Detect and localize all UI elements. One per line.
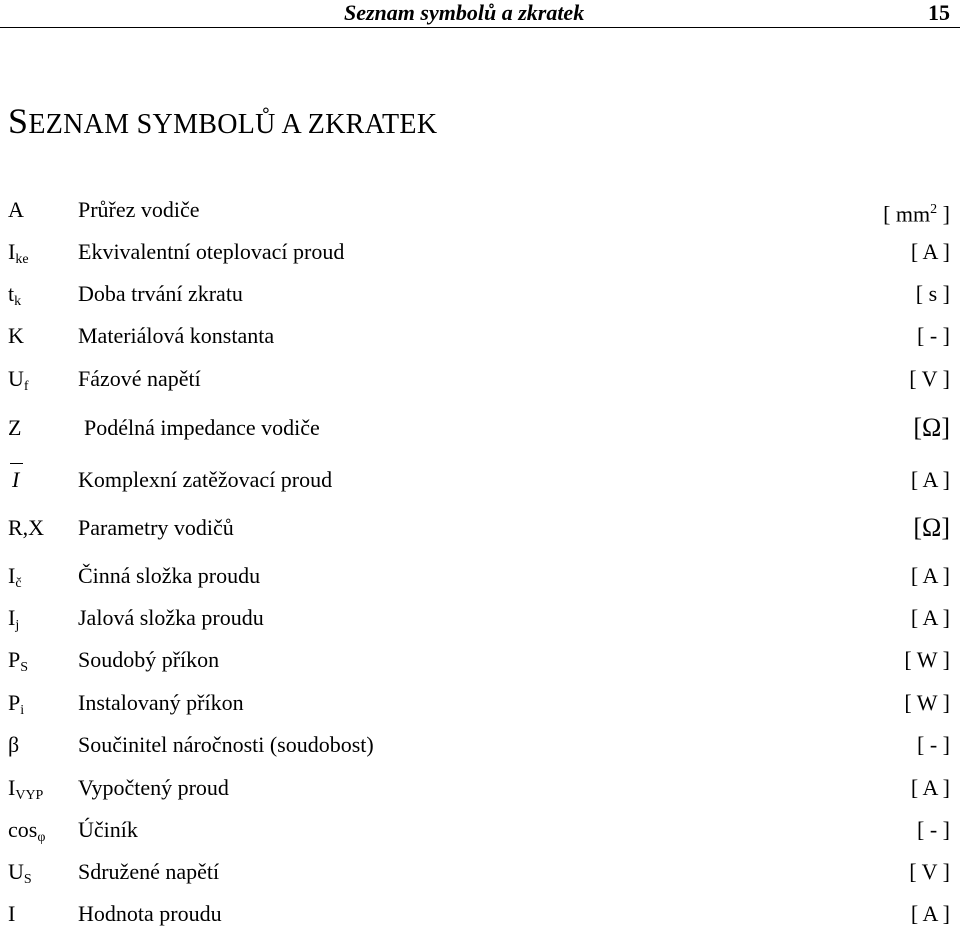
- symbol-row: [0, 413, 960, 443]
- symbol-description: Jalová složka proudu: [78, 605, 264, 630]
- symbol: $I_{ke}$: [8, 239, 29, 267]
- symbol-description: Součinitel náročnosti (soudobost): [78, 732, 374, 757]
- symbol-row: [0, 465, 960, 495]
- symbol-unit: [ W ]: [904, 690, 950, 715]
- symbol: $I_{VYP}$: [8, 775, 44, 803]
- page-number: 15: [928, 0, 950, 25]
- symbol-unit: [ - ]: [917, 817, 950, 842]
- symbol: A: [8, 197, 24, 222]
- symbol: K: [8, 323, 24, 348]
- symbol-row: [0, 603, 960, 633]
- symbol-unit: [ - ]: [917, 323, 950, 348]
- symbol-unit: [ W ]: [904, 647, 950, 672]
- section-title: [8, 100, 437, 142]
- symbol-row: [0, 364, 960, 394]
- symbol-unit: [ A ]: [910, 467, 950, 492]
- symbol: Z: [8, 415, 22, 440]
- symbol-unit: [ V ]: [909, 859, 950, 884]
- symbol-row: [0, 815, 960, 845]
- symbol-description: Doba trvání zkratu: [78, 281, 243, 306]
- symbol-row: [0, 688, 960, 718]
- header-title: Seznam symbolů a zkratek: [344, 0, 585, 25]
- symbol-description: Hodnota proudu: [78, 901, 222, 926]
- symbol-unit: [ $mm^2$ ]: [883, 201, 950, 227]
- symbol-unit: [ A ]: [910, 901, 950, 926]
- symbol: $U_S$: [8, 859, 32, 887]
- section-title-cap: S: [8, 101, 29, 141]
- symbol-row: [0, 237, 960, 267]
- symbol: β: [8, 732, 20, 757]
- symbol-row: [0, 857, 960, 887]
- symbol-unit: [ A ]: [910, 775, 950, 800]
- symbol-description: Vypočtený proud: [78, 775, 229, 800]
- symbol-row: [0, 561, 960, 591]
- symbol-unit: [ V ]: [909, 366, 950, 391]
- page-header: [0, 0, 960, 28]
- symbol-row: [0, 195, 960, 225]
- symbol-description: Ekvivalentní oteplovací proud: [78, 239, 345, 264]
- section-title-rest: EZNAM SYMBOLŮ A ZKRATEK: [28, 109, 438, 140]
- symbol-row: [0, 279, 960, 309]
- symbol-unit: [ s ]: [915, 281, 950, 306]
- symbol-row: [0, 645, 960, 675]
- symbol-description: Materiálová konstanta: [78, 323, 275, 348]
- symbol-description: Soudobý příkon: [78, 647, 220, 672]
- symbol-description: Komplexní zatěžovací proud: [78, 467, 333, 492]
- symbol-row: [0, 899, 960, 929]
- symbol: $\cos_\varphi$: [8, 817, 46, 845]
- symbol: $I_j$: [8, 605, 20, 633]
- symbol-description: Sdružené napětí: [78, 859, 220, 884]
- symbol: I: [12, 465, 19, 495]
- symbol-row: [0, 321, 960, 351]
- symbol: $t_k$: [8, 281, 22, 309]
- symbol: $P_i$: [8, 690, 25, 718]
- symbol: $U_f$: [8, 366, 29, 394]
- symbol-description: Instalovaný příkon: [78, 690, 244, 715]
- symbol-description: Parametry vodičů: [78, 515, 234, 540]
- symbol-unit: [Ω]: [913, 413, 950, 442]
- symbol-description: Průřez vodiče: [78, 197, 200, 222]
- symbol-description: Činná složka proudu: [78, 563, 261, 588]
- symbol-unit: [ A ]: [910, 239, 950, 264]
- symbol-unit: [ A ]: [910, 605, 950, 630]
- symbol-unit: [Ω]: [913, 513, 950, 542]
- symbol: $I_č$: [8, 563, 22, 591]
- symbol-description: Účiník: [78, 817, 138, 842]
- symbol: $P_S$: [8, 647, 29, 675]
- symbol-unit: [ A ]: [910, 563, 950, 588]
- symbol-description: Podélná impedance vodiče: [84, 415, 320, 440]
- symbol: R,X: [8, 515, 45, 540]
- symbol-row: [0, 513, 960, 543]
- symbol-row: [0, 773, 960, 803]
- symbol: I: [8, 901, 16, 926]
- symbol-unit: [ - ]: [917, 732, 950, 757]
- symbol-row: [0, 730, 960, 760]
- symbol-description: Fázové napětí: [78, 366, 201, 391]
